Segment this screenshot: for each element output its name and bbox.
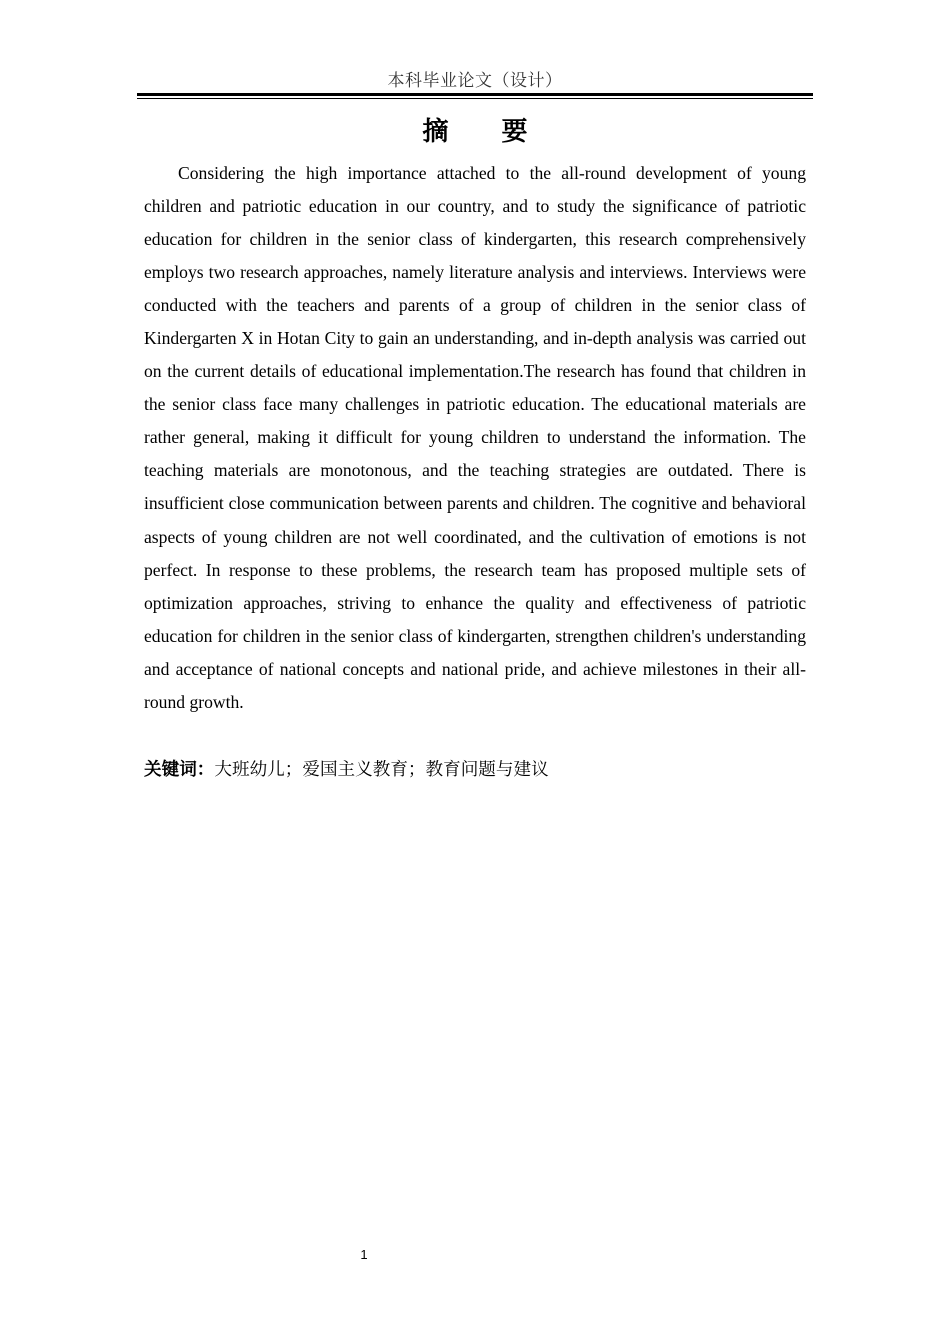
keywords-label: 关键词： [144, 760, 215, 780]
keywords-value: 大班幼儿；爱国主义教育；教育问题与建议 [214, 760, 549, 780]
abstract-title: 摘 要 [422, 117, 550, 147]
page-number: 1 [360, 1247, 368, 1262]
running-header: 本科毕业论文（设计） [387, 71, 563, 90]
header-rule-thick [137, 93, 813, 96]
keywords-line [144, 756, 806, 784]
abstract-body: Considering the high importance attached to the all-round development of young children and patriotic education in our country, and to study the significance of patriotic education for children in the senior class of kindergarten, this research comprehensively employs two research approaches, namely literature analysis and interviews. Interviews were conducted with the teachers and parents of a group of children in the senior class of Kindergarten X in Hotan City to gain an understanding, and in-depth analysis was carried out on the current details of educational implementation.The research has found that children in the senior class face many challenges in patriotic education. The educational materials are rather general, making it difficult for young children to understand the information. The teaching materials are monotonous, and the teaching strategies are outdated. There is insufficient close communication between parents and children. The cognitive and behavioral aspects of young children are not well coordinated, and the cultivation of emotions is not perfect. In response to these problems, the research team has proposed multiple sets of optimization approaches, striving to enhance the quality and effectiveness of patriotic education for children in the senior class of kindergarten, strengthen children's understanding and acceptance of national concepts and national pride, and achieve milestones in their all-round growth. [144, 163, 806, 712]
header-rule-thin [137, 98, 813, 99]
